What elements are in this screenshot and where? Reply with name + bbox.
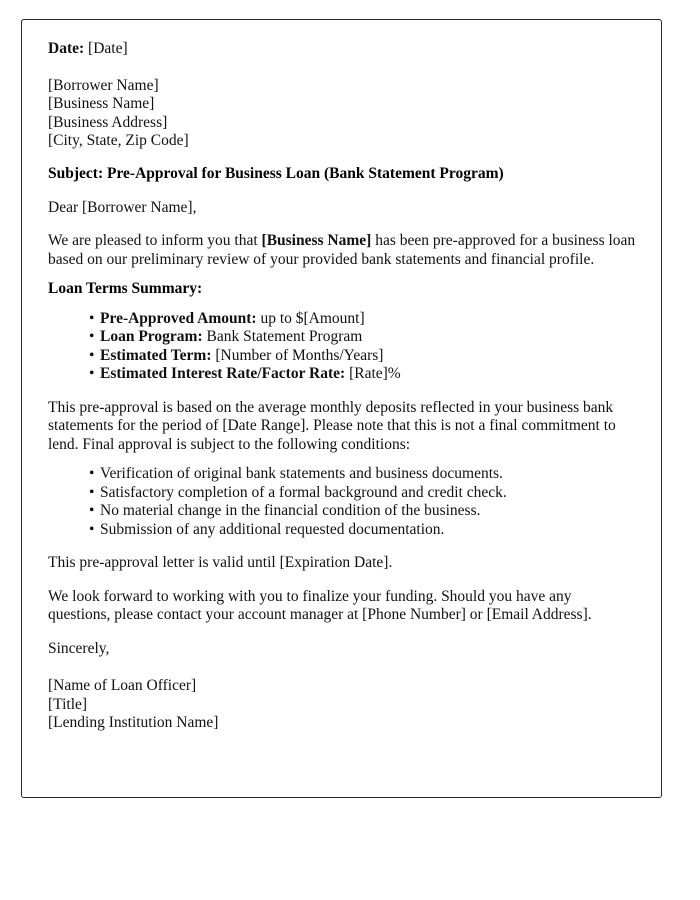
- spacer: [48, 299, 636, 310]
- basis-paragraph: This pre-approval is based on the average monthly deposits reflected in your business bank statements for the period of [Date Range]. Please note that this is not a final commitment to lend. Final approval is subject to the following conditions:: [48, 398, 616, 453]
- list-item: • No material change in the financial condition of the business.: [89, 502, 636, 520]
- intro-business-name: [Business Name]: [261, 232, 372, 250]
- list-item: [89, 365, 636, 383]
- term-value: [Rate]%: [345, 365, 401, 383]
- salutation: Dear [Borrower Name],: [48, 198, 197, 216]
- spacer: [48, 184, 636, 199]
- spacer: [48, 658, 636, 677]
- term-value: up to $[Amount]: [256, 309, 365, 327]
- signature-block: [48, 677, 636, 732]
- intro-text-before: We are pleased to inform you that: [48, 232, 262, 250]
- conditions-list: [48, 465, 636, 539]
- spacer: [48, 573, 636, 588]
- list-item: • Submission of any additional requested documentation.: [89, 521, 636, 539]
- recipient-address-block: [48, 77, 636, 150]
- list-item: • Satisfactory completion of a formal background and credit check.: [89, 484, 636, 502]
- spacer: [48, 539, 636, 554]
- validity-paragraph: This pre-approval letter is valid until [Expiration Date].: [48, 554, 393, 572]
- list-item: • Verification of original bank statements and business documents.: [89, 465, 636, 483]
- spacer: [48, 150, 636, 165]
- recipient-line: [Business Address]: [48, 113, 168, 131]
- recipient-line: [Business Name]: [48, 95, 155, 113]
- spacer: [48, 384, 636, 399]
- closing-paragraph: We look forward to working with you to finalize your funding. Should you have any questions, please contact your account manager at [Phone Number] or [Email Address].: [48, 587, 592, 624]
- term-label: Estimated Interest Rate/Factor Rate:: [100, 365, 346, 383]
- letter-page-border: [21, 19, 662, 798]
- intro-paragraph: [48, 232, 636, 269]
- list-item: [89, 347, 636, 365]
- recipient-line: [Borrower Name]: [48, 77, 159, 95]
- spacer: [48, 269, 636, 280]
- list-item: [89, 328, 636, 346]
- date-label: Date:: [48, 40, 85, 57]
- loan-terms-heading: Loan Terms Summary:: [48, 280, 203, 298]
- letter-content: [48, 40, 636, 732]
- recipient-line: [City, State, Zip Code]: [48, 131, 189, 149]
- sign-off: Sincerely,: [48, 639, 110, 657]
- term-value: [Number of Months/Years]: [211, 346, 384, 364]
- term-label: Loan Program:: [100, 328, 203, 346]
- subject-line: Subject: Pre-Approval for Business Loan (Bank Statement Program): [48, 165, 504, 183]
- term-label: Pre-Approved Amount:: [100, 309, 257, 327]
- list-item: [89, 310, 636, 328]
- spacer: [48, 625, 636, 640]
- loan-terms-list: [48, 310, 636, 384]
- signature-line: [Lending Institution Name]: [48, 713, 219, 731]
- date-value: [Date]: [88, 40, 128, 57]
- date-line: [48, 40, 636, 58]
- signature-line: [Name of Loan Officer]: [48, 677, 197, 695]
- intro-text-after: has been pre-approved for a business loan based on our preliminary review of your provided bank statements and financial profile.: [48, 232, 636, 268]
- signature-line: [Title]: [48, 695, 88, 713]
- term-value: Bank Statement Program: [202, 328, 363, 346]
- term-label: Estimated Term:: [100, 346, 212, 364]
- spacer: [48, 217, 636, 232]
- spacer: [48, 454, 636, 465]
- spacer: [48, 58, 636, 77]
